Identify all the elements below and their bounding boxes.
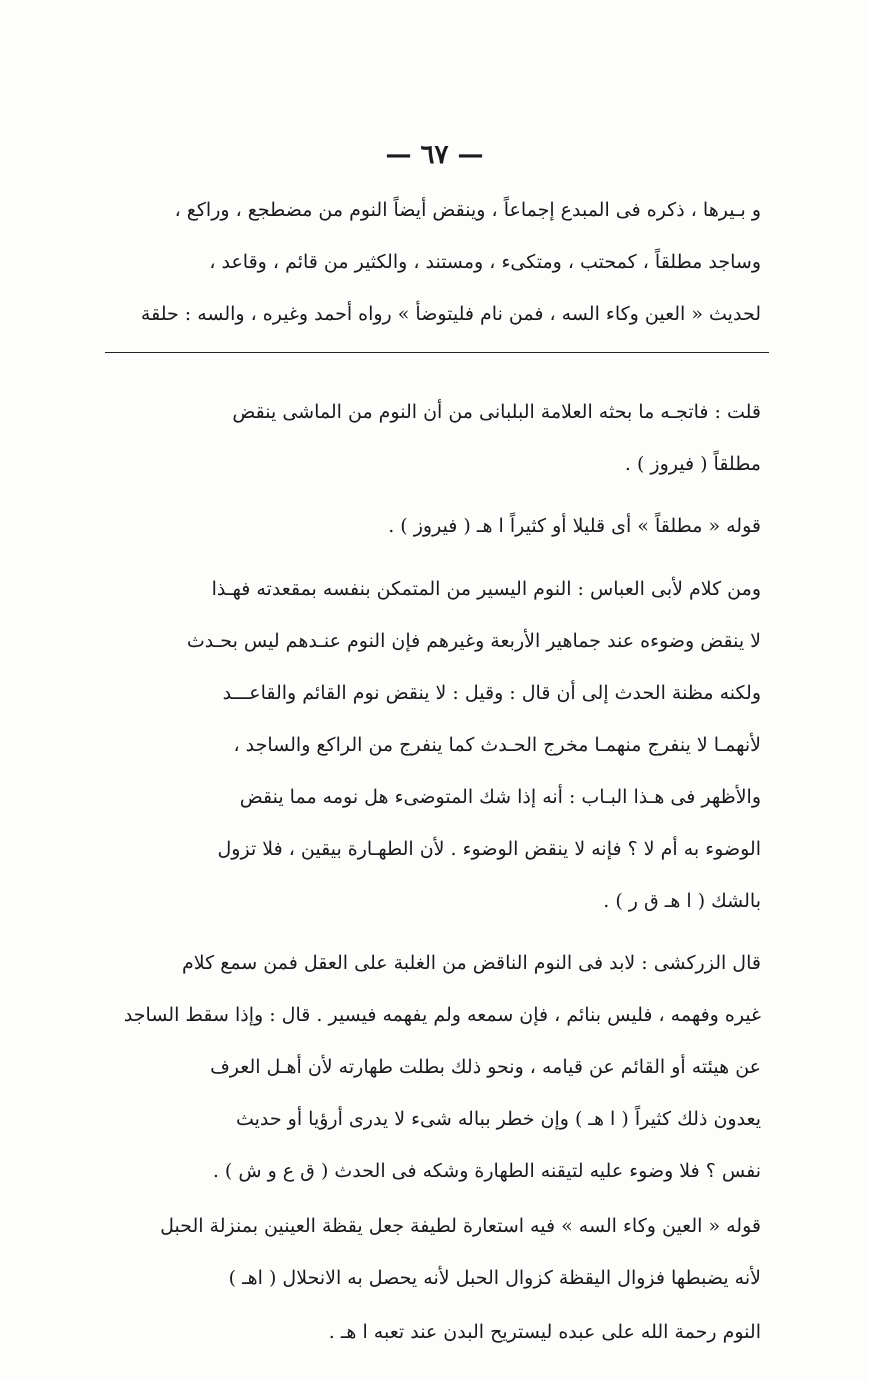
note-abu-al-abbas: [108, 563, 761, 927]
main-text-line: لحديث « العين وكاء السه ، فمن نام فليتوضأ » رواه أحمد وغيره ، والسه : حلقة: [140, 303, 761, 325]
note-line: عن هيئته أو القائم عن قيامه ، ونحو ذلك بطلت طهارته لأن أهـل العرف: [210, 1056, 761, 1078]
note-ayn-wika: [108, 1200, 761, 1304]
note-line: قوله « مطلقاً » أى قليلا أو كثيراً ا هـ ( فيروز ) .: [388, 515, 761, 537]
page-number: — ٦٧ —: [385, 140, 484, 170]
note-mutlaqan: [108, 500, 761, 552]
note-line: النوم رحمة الله على عبده ليستريح البدن عند تعبه ا هـ .: [328, 1321, 761, 1343]
note-line: ومن كلام لأبى العباس : النوم اليسير من المتمكن بنفسه بمقعدته فهـذا: [211, 578, 761, 600]
note-firouz-walking: [108, 386, 761, 490]
note-line: لأنهمـا لا ينفرج منهمـا مخرج الحـدث كما ينفرج من الراكع والساجد ،: [233, 734, 761, 756]
note-line: الوضوء به أم لا ؟ فإنه لا ينقض الوضوء . لأن الطهـارة بيقين ، فلا تزول: [217, 838, 761, 860]
note-line: قوله « العين وكاء السه » فيه استعارة لطيفة جعل يقظة العينين بمنزلة الحبل: [160, 1215, 761, 1237]
note-line: لأنه يضبطها فزوال اليقظة كزوال الحبل لأنه يحصل به الانحلال ( اهـ ): [228, 1267, 761, 1289]
note-zarkashi: [108, 937, 761, 1197]
note-line: نفس ؟ فلا وضوء عليه لتيقنه الطهارة وشكه فى الحدث ( ق ع و ش ) .: [212, 1160, 761, 1182]
note-nawm-rahma: [108, 1306, 761, 1358]
note-line: ولكنه مظنة الحدث إلى أن قال : وقيل : لا ينقض نوم القائم والقاعـــد: [222, 682, 761, 704]
note-line: قال الزركشى : لابد فى النوم الناقض من الغلبة على العقل فمن سمع كلام: [182, 952, 761, 974]
note-line: يعدون ذلك كثيراً ( ا هـ ) وإن خطر بباله شىء لا يدرى أرؤيا أو حديث: [235, 1108, 761, 1130]
note-line: والأظهر فى هـذا البـاب : أنه إذا شك المتوضىء هل نومه مما ينقض: [239, 786, 761, 808]
footnote-divider: [105, 352, 769, 353]
note-line: غيره وفهمه ، فليس بنائم ، فإن سمعه ولم يفهمه فيسير . قال : وإذا سقط الساجد: [123, 1004, 761, 1026]
main-text-line: و بـيرها ، ذكره فى المبدع إجماعاً ، وينقض أيضاً النوم من مضطجع ، وراكع ،: [174, 199, 761, 221]
note-line: لا ينقض وضوءه عند جماهير الأربعة وغيرهم فإن النوم عنـدهم ليس بحـدث: [186, 630, 761, 652]
main-text-line: وساجد مطلقاً ، كمحتب ، ومتكىء ، ومستند ، والكثير من قائم ، وقاعد ،: [209, 251, 761, 273]
note-line: مطلقاً ( فيروز ) .: [624, 453, 761, 475]
main-text: [108, 184, 761, 340]
note-line: قلت : فاتجـه ما بحثه العلامة البلبانى من أن النوم من الماشى ينقض: [232, 401, 761, 423]
note-line: بالشك ( ا هـ ق ر ) .: [603, 890, 761, 912]
